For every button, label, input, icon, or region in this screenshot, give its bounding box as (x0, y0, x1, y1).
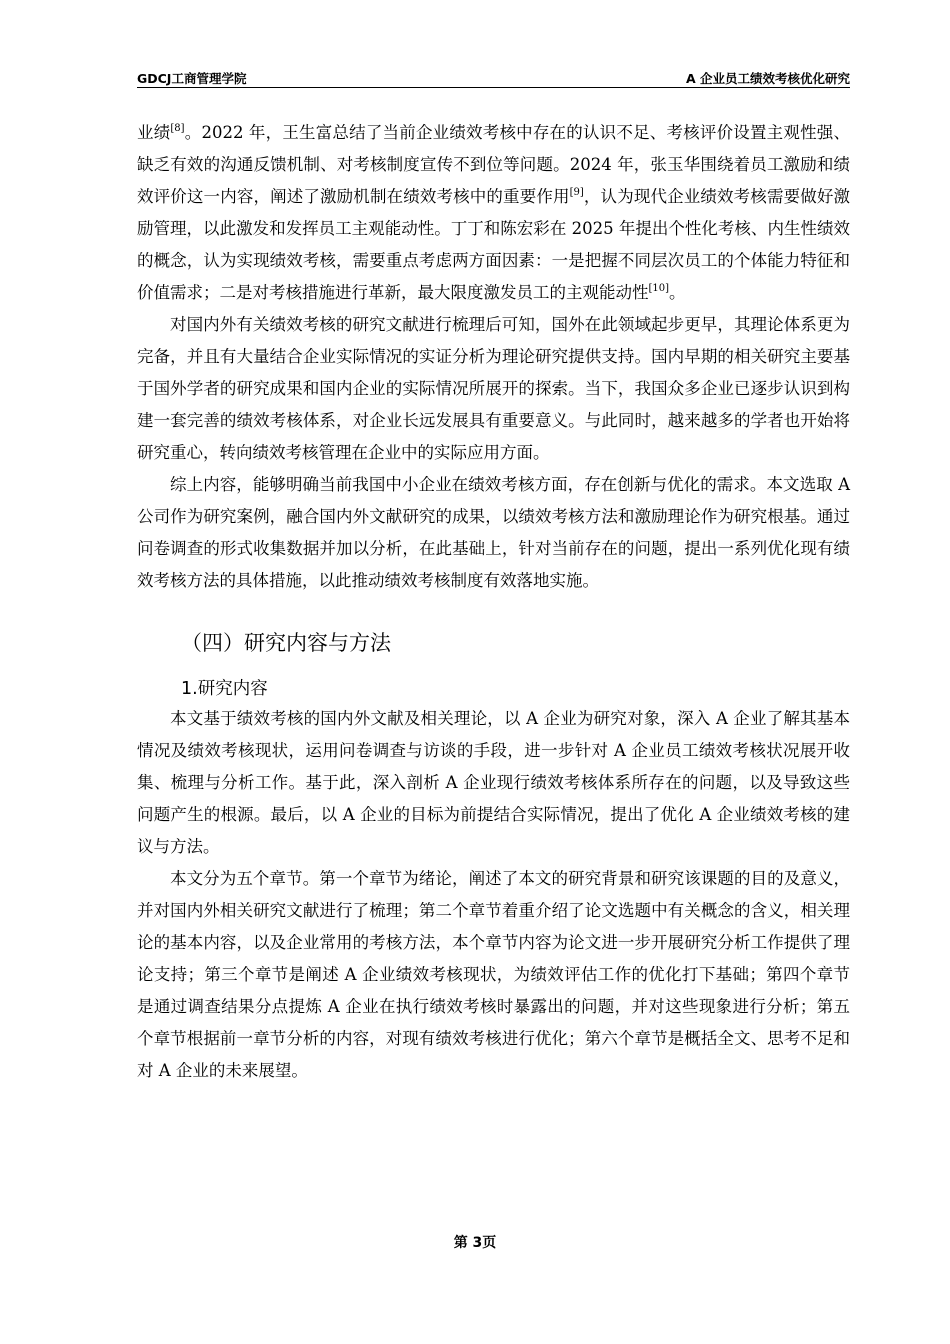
body-paragraph-4: 本文基于绩效考核的国内外文献及相关理论，以 A 企业为研究对象，深入 A 企业了解其基本情况及绩效考核现状，运用问卷调查与访谈的手段，进一步针对 A 企业员工绩效考核状况展开收集、梳理与分析工作。基于此，深入剖析 A 企业现行绩效考核体系所存在的问题，以及导致这些问题产生的根源。最后，以 A 企业的目标为前提结合实际情况，提出了优化 A 企业绩效考核的建议与方法。 (137, 709, 850, 856)
citation-marker: [9] (569, 187, 584, 198)
text-run: ，认为现代企业绩效考核需要做好激励管理，以此激发和发挥员工主观能动性。丁丁和陈宏彩在 2025 年提出个性化考核、内生性绩效的概念，认为实现绩效考核，需要重点考虑两方面因素：一是把握不同层次员工的个体能力特征和价值需求；二是对考核措施进行革新，最大限度激发员工的主观能动性 (137, 187, 851, 302)
text-run: 。 (669, 283, 686, 302)
citation-marker: [8] (170, 123, 185, 134)
body-paragraph-5: 本文分为五个章节。第一个章节为绪论，阐述了本文的研究背景和研究该课题的目的及意义，并对国内外相关研究文献进行了梳理；第二个章节着重介绍了论文选题中有关概念的含义，相关理论的基本内容，以及企业常用的考核方法，本个章节内容为论文进一步开展研究分析工作提供了理论支持；第三个章节是阐述 A 企业绩效考核现状，为绩效评估工作的优化打下基础；第四个章节是通过调查结果分点提炼 A 企业在执行绩效考核时暴露出的问题，并对这些现象进行分析；第五个章节根据前一章节分析的内容，对现有绩效考核进行优化；第六个章节是概括全文、思考不足和对 A 企业的未来展望。 (137, 869, 850, 1080)
citation-marker: [10] (648, 283, 670, 294)
body-paragraph-2: 对国内外有关绩效考核的研究文献进行梳理后可知，国外在此领域起步更早，其理论体系更为完备，并且有大量结合企业实际情况的实证分析为理论研究提供支持。国内早期的相关研究主要基于国外学者的研究成果和国内企业的实际情况所展开的探索。当下，我国众多企业已逐步认识到构建一套完善的绩效考核体系，对企业长远发展具有重要意义。与此同时，越来越多的学者也开始将研究重心，转向绩效考核管理在企业中的实际应用方面。 (137, 315, 850, 462)
body-paragraph-1 (137, 117, 850, 309)
text-run: 。2022 年，王生富总结了当前企业绩效考核中存在的认识不足、考核评价设置主观性强、缺乏有效的沟通反馈机制、对考核制度宣传不到位等问题。2024 年，张玉华围绕着员工激励和绩效评价这一内容，阐述了激励机制在绩效考核中的重要作用 (137, 123, 850, 206)
section-heading: （四）研究内容与方法 (181, 631, 391, 655)
page-number: 第 3页 (453, 1235, 497, 1251)
page-body (137, 117, 850, 1087)
page-header (137, 65, 850, 88)
header-document-title: A 企业员工绩效考核优化研究 (685, 71, 850, 86)
body-paragraph-3: 综上内容，能够明确当前我国中小企业在绩效考核方面，存在创新与优化的需求。本文选取 A 公司作为研究案例，融合国内外文献研究的成果，以绩效考核方法和激励理论作为研究根基。通过问卷调查的形式收集数据并加以分析，在此基础上，针对当前存在的问题，提出一系列优化现有绩效考核方法的具体措施，以此推动绩效考核制度有效落地实施。 (137, 475, 850, 590)
header-institution: GDCJ工商管理学院 (137, 71, 247, 86)
sub-heading: 1.研究内容 (181, 679, 268, 699)
text-run: 业绩 (137, 123, 171, 142)
